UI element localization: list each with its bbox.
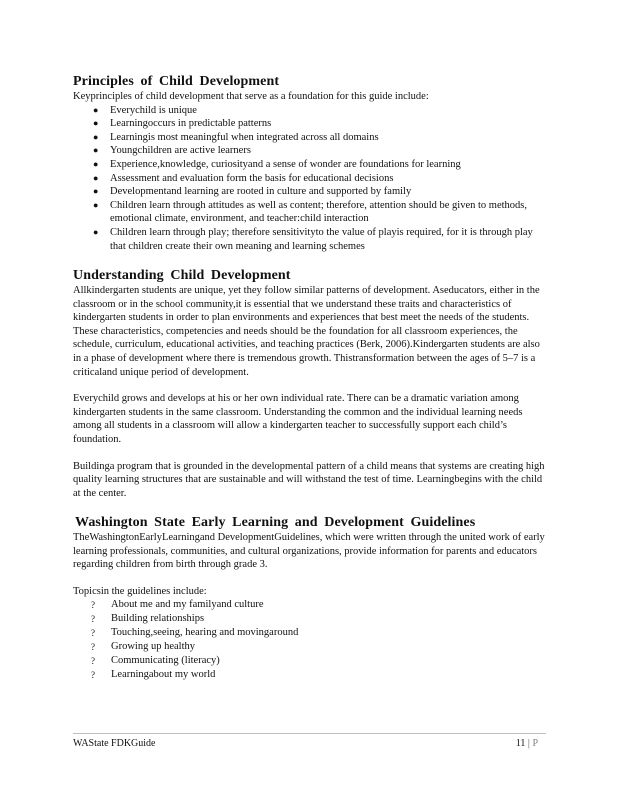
principles-intro: Keyprinciples of child development that serve as a foundation for this guide include: bbox=[73, 91, 429, 102]
topics-intro: Topicsin the guidelines include: bbox=[73, 585, 207, 597]
list-item: ● Developmentand learning are rooted in culture and supported by family bbox=[93, 186, 412, 198]
list-item: ? Learningabout my world bbox=[91, 669, 216, 681]
page-number: 11 bbox=[515, 738, 526, 749]
list-item: ● Everychild is unique bbox=[93, 104, 197, 116]
list-item: ● Learningoccurs in predictable patterns bbox=[93, 118, 272, 130]
list-item: ? Touching,seeing, hearing and movingaround bbox=[91, 627, 299, 639]
question-mark-icon: ? bbox=[91, 656, 95, 667]
question-mark-icon: ? bbox=[91, 600, 95, 611]
bullet-icon: ● bbox=[93, 131, 99, 142]
list-item: ● Assessment and evaluation form the basis for educational decisions bbox=[93, 172, 394, 184]
understanding-paragraph-1: Allkindergarten students are unique, yet they follow similar patterns of development. Aseducators, either in the classroom or in the school community,it is essential that we understand these traits and characteristics of kindergarten students in order to plan environments and experiences that best meet the needs of the students. These characteristics, competencies and needs should be the foundation for all classroom experiences, the schedule, curriculum, educational activities, and teaching practices (Berk, 2006).Kindergarten students are also in a phase of development where there is tremendous growth. Thistransformation between the ages of 5–7 is a criticaland unique period of development. bbox=[73, 285, 540, 378]
bullet-icon: ● bbox=[93, 118, 99, 129]
principles-heading: Principles of Child Development bbox=[73, 74, 280, 89]
list-item: ? Growing up healthy bbox=[91, 641, 195, 653]
washington-heading: Washington State Early Learning and Development Guidelines bbox=[75, 515, 476, 530]
bullet-icon: ● bbox=[93, 104, 99, 115]
bullet-icon: ● bbox=[93, 186, 99, 197]
question-mark-icon: ? bbox=[91, 642, 95, 653]
page-label: P bbox=[532, 738, 538, 749]
question-mark-icon: ? bbox=[91, 614, 95, 625]
principles-list bbox=[73, 104, 548, 254]
bullet-icon: ● bbox=[93, 226, 99, 237]
list-item: ● Learningis most meaningful when integrated across all domains bbox=[93, 131, 379, 143]
list-item: ? About me and my familyand culture bbox=[91, 599, 264, 611]
list-item: ● Children learn through attitudes as well as content; therefore, attention should be given to methods, emotional climate, environment, and teacher:child interaction bbox=[93, 199, 527, 225]
understanding-paragraph-2: Everychild grows and develops at his or her own individual rate. There can be a dramatic variation among kindergarten students in the same classroom. Understanding the common and the individual learning needs among all students in a classroom will allow a kindergarten teacher to successfully support each child’s foundation. bbox=[73, 393, 523, 445]
bullet-icon: ● bbox=[93, 172, 99, 183]
bullet-icon: ● bbox=[93, 145, 99, 156]
understanding-paragraph-3: Buildinga program that is grounded in the developmental pattern of a child means that systems are creating high quality learning structures that are sustainable and will withstand the test of time. Learningbegins with the child at the center. bbox=[73, 460, 545, 499]
footer-title: WAState FDKGuide bbox=[73, 738, 156, 749]
topics-list bbox=[73, 598, 548, 682]
question-mark-icon: ? bbox=[91, 628, 95, 639]
question-mark-icon: ? bbox=[91, 670, 95, 681]
understanding-heading: Understanding Child Development bbox=[73, 268, 291, 283]
footer-page-indicator bbox=[516, 737, 538, 750]
page-footer bbox=[73, 733, 546, 749]
bullet-icon: ● bbox=[93, 158, 99, 169]
list-item: ● Youngchildren are active learners bbox=[93, 145, 251, 157]
understanding-section bbox=[73, 268, 548, 500]
washington-section bbox=[73, 515, 548, 682]
footer-separator: | bbox=[527, 738, 530, 749]
list-item: ? Building relationships bbox=[91, 613, 205, 625]
list-item: ? Communicating (literacy) bbox=[91, 655, 220, 667]
list-item: ● Children learn through play; therefore sensitivityto the value of playis required, for it is through play that children create their own meaning and learning schemes bbox=[93, 226, 533, 252]
principles-section bbox=[73, 74, 548, 253]
bullet-icon: ● bbox=[93, 199, 99, 210]
washington-paragraph: TheWashingtonEarlyLearningand DevelopmentGuidelines, which were written through the united work of early learning professionals, communities, and cultural organizations, provide information for parents and educators regarding children from birth through grade 3. bbox=[73, 532, 545, 571]
list-item: ● Experience,knowledge, curiosityand a sense of wonder are foundations for learning bbox=[93, 158, 461, 170]
